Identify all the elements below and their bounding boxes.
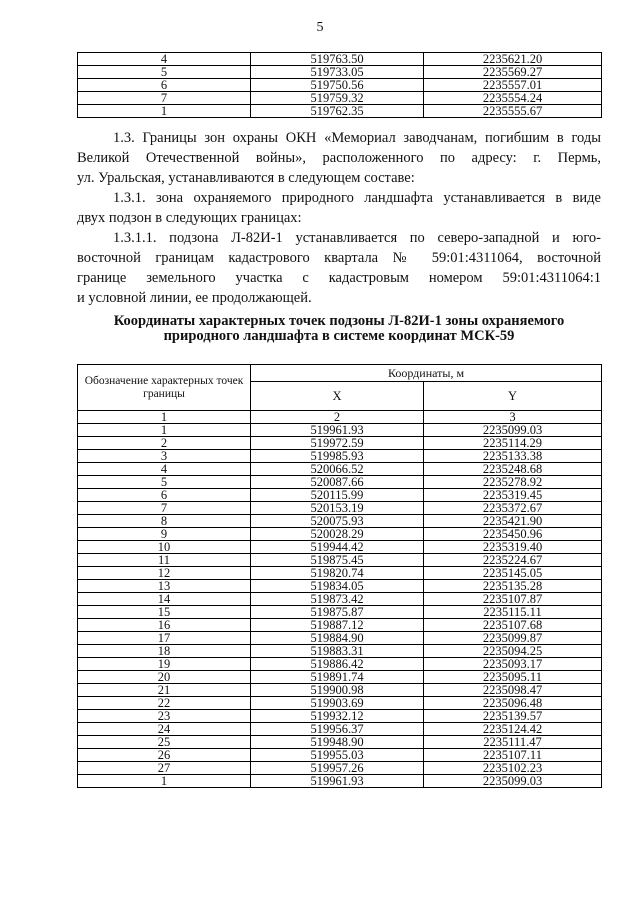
y-coordinate-cell: 2235107.11 (424, 749, 602, 762)
point-number-cell: 2 (78, 437, 251, 450)
x-coordinate-cell: 520066.52 (251, 463, 424, 476)
point-number-cell: 1 (78, 775, 251, 788)
table-row (78, 684, 602, 697)
header-y: Y (424, 382, 602, 411)
coordinates-table (77, 364, 602, 788)
y-coordinate-cell: 2235569.27 (424, 66, 602, 79)
y-coordinate-cell: 2235133.38 (424, 450, 602, 463)
y-coordinate-cell: 2235278.92 (424, 476, 602, 489)
point-number-cell: 12 (78, 567, 251, 580)
point-number-cell: 26 (78, 749, 251, 762)
x-coordinate-cell: 519873.42 (251, 593, 424, 606)
x-coordinate-cell: 519875.45 (251, 554, 424, 567)
x-coordinate-cell: 519956.37 (251, 723, 424, 736)
point-number-cell: 7 (78, 502, 251, 515)
paragraph-line: 1.3.1. зона охраняемого природного ландшафта устанавливается в виде (113, 190, 601, 206)
y-coordinate-cell: 2235114.29 (424, 437, 602, 450)
y-coordinate-cell: 2235372.67 (424, 502, 602, 515)
y-coordinate-cell: 2235621.20 (424, 53, 602, 66)
point-number-cell: 4 (78, 463, 251, 476)
point-number-cell: 22 (78, 697, 251, 710)
y-coordinate-cell: 2235224.67 (424, 554, 602, 567)
point-number-cell: 17 (78, 632, 251, 645)
x-coordinate-cell: 519883.31 (251, 645, 424, 658)
numbering-row (78, 411, 602, 424)
point-number-cell: 15 (78, 606, 251, 619)
table-row (78, 437, 602, 450)
y-coordinate-cell: 2235139.57 (424, 710, 602, 723)
x-coordinate-cell: 520075.93 (251, 515, 424, 528)
y-coordinate-cell: 2235096.48 (424, 697, 602, 710)
y-coordinate-cell: 2235102.23 (424, 762, 602, 775)
header-designation: Обозначение характерных точек границы (78, 365, 251, 411)
y-coordinate-cell: 2235094.25 (424, 645, 602, 658)
y-coordinate-cell: 2235098.47 (424, 684, 602, 697)
y-coordinate-cell: 2235145.05 (424, 567, 602, 580)
table-row (78, 92, 602, 105)
x-coordinate-cell: 519887.12 (251, 619, 424, 632)
y-coordinate-cell: 2235093.17 (424, 658, 602, 671)
point-number-cell: 23 (78, 710, 251, 723)
x-coordinate-cell: 520087.66 (251, 476, 424, 489)
header-x: X (251, 382, 424, 411)
x-coordinate-cell: 519972.59 (251, 437, 424, 450)
x-coordinate-cell: 520153.19 (251, 502, 424, 515)
point-number-cell: 4 (78, 53, 251, 66)
point-number-cell: 5 (78, 476, 251, 489)
table-row (78, 502, 602, 515)
table-heading-line-1: Координаты характерных точек подзоны Л-82И-1 зоны охраняемого (113, 313, 565, 329)
point-number-cell: 16 (78, 619, 251, 632)
point-number-cell: 21 (78, 684, 251, 697)
paragraph-line: 1.3. Границы зон охраны ОКН «Мемориал заводчанам, погибшим в годы (113, 130, 601, 146)
y-coordinate-cell: 2235115.11 (424, 606, 602, 619)
point-number-cell: 1 (78, 424, 251, 437)
table-row (78, 515, 602, 528)
x-coordinate-cell: 519891.74 (251, 671, 424, 684)
table-row (78, 723, 602, 736)
point-number-cell: 24 (78, 723, 251, 736)
x-coordinate-cell: 519957.26 (251, 762, 424, 775)
table-row (78, 450, 602, 463)
y-coordinate-cell: 2235124.42 (424, 723, 602, 736)
y-coordinate-cell: 2235555.67 (424, 105, 602, 118)
point-number-cell: 18 (78, 645, 251, 658)
table-row (78, 105, 602, 118)
paragraph-1-3-1 (77, 188, 601, 228)
paragraph-line: двух подзон в следующих границах: (77, 210, 302, 226)
x-coordinate-cell: 519955.03 (251, 749, 424, 762)
x-coordinate-cell: 519875.87 (251, 606, 424, 619)
point-number-cell: 1 (78, 105, 251, 118)
paragraph-line: восточной границам кадастрового квартала № 59:01:4311064, восточной (77, 250, 601, 266)
x-coordinate-cell: 519903.69 (251, 697, 424, 710)
table-row (78, 736, 602, 749)
point-number-cell: 7 (78, 92, 251, 105)
table-row (78, 580, 602, 593)
x-coordinate-cell: 519886.42 (251, 658, 424, 671)
table-row (78, 775, 602, 788)
table-row (78, 658, 602, 671)
y-coordinate-cell: 2235095.11 (424, 671, 602, 684)
x-coordinate-cell: 519884.90 (251, 632, 424, 645)
x-coordinate-cell: 519820.74 (251, 567, 424, 580)
x-coordinate-cell: 519762.35 (251, 105, 424, 118)
y-coordinate-cell: 2235450.96 (424, 528, 602, 541)
table-row (78, 424, 602, 437)
y-coordinate-cell: 2235099.03 (424, 424, 602, 437)
paragraph-line: 1.3.1.1. подзона Л-82И-1 устанавливается по северо-западной и юго- (113, 230, 601, 246)
y-coordinate-cell: 2235248.68 (424, 463, 602, 476)
table-row (78, 476, 602, 489)
y-coordinate-cell: 2235135.28 (424, 580, 602, 593)
point-number-cell: 6 (78, 489, 251, 502)
y-coordinate-cell: 2235421.90 (424, 515, 602, 528)
x-coordinate-cell: 520115.99 (251, 489, 424, 502)
point-number-cell: 11 (78, 554, 251, 567)
table-row (78, 79, 602, 92)
table-row (78, 489, 602, 502)
point-number-cell: 3 (78, 450, 251, 463)
x-coordinate-cell: 519834.05 (251, 580, 424, 593)
table-row (78, 541, 602, 554)
y-coordinate-cell: 2235557.01 (424, 79, 602, 92)
x-coordinate-cell: 519759.32 (251, 92, 424, 105)
table-heading (77, 314, 601, 344)
point-number-cell: 25 (78, 736, 251, 749)
y-coordinate-cell: 2235319.40 (424, 541, 602, 554)
x-coordinate-cell: 519932.12 (251, 710, 424, 723)
table-row (78, 554, 602, 567)
point-number-cell: 20 (78, 671, 251, 684)
point-number-cell: 19 (78, 658, 251, 671)
y-coordinate-cell: 2235554.24 (424, 92, 602, 105)
x-coordinate-cell: 519900.98 (251, 684, 424, 697)
table-row (78, 762, 602, 775)
paragraph-line: и условной линии, ее продолжающей. (77, 290, 312, 306)
x-coordinate-cell: 519961.93 (251, 775, 424, 788)
point-number-cell: 13 (78, 580, 251, 593)
point-number-cell: 8 (78, 515, 251, 528)
x-coordinate-cell: 520028.29 (251, 528, 424, 541)
table-row (78, 632, 602, 645)
x-coordinate-cell: 519733.05 (251, 66, 424, 79)
table-row (78, 528, 602, 541)
table-row (78, 606, 602, 619)
paragraph-line: ул. Уральская, устанавливаются в следующем составе: (77, 170, 415, 186)
x-coordinate-cell: 519948.90 (251, 736, 424, 749)
table-row (78, 619, 602, 632)
point-number-cell: 5 (78, 66, 251, 79)
x-coordinate-cell: 519750.56 (251, 79, 424, 92)
table-row (78, 463, 602, 476)
header-coordinates: Координаты, м (251, 365, 602, 382)
x-coordinate-cell: 519944.42 (251, 541, 424, 554)
point-number-cell: 6 (78, 79, 251, 92)
x-coordinate-cell: 519763.50 (251, 53, 424, 66)
point-number-cell: 10 (78, 541, 251, 554)
y-coordinate-cell: 2235107.87 (424, 593, 602, 606)
paragraph-line: границе земельного участка с кадастровым номером 59:01:4311064:1 (77, 270, 601, 286)
numbering-cell: 3 (424, 411, 602, 424)
table-row (78, 53, 602, 66)
table-row (78, 66, 602, 79)
top-table-body (78, 53, 602, 118)
table-heading-line-2: природного ландшафта в системе координат МСК-59 (163, 328, 515, 344)
numbering-cell: 1 (78, 411, 251, 424)
table-row (78, 697, 602, 710)
y-coordinate-cell: 2235107.68 (424, 619, 602, 632)
numbering-cell: 2 (251, 411, 424, 424)
x-coordinate-cell: 519961.93 (251, 424, 424, 437)
point-number-cell: 27 (78, 762, 251, 775)
table-row (78, 645, 602, 658)
table-row (78, 567, 602, 580)
table-row (78, 710, 602, 723)
y-coordinate-cell: 2235319.45 (424, 489, 602, 502)
y-coordinate-cell: 2235099.87 (424, 632, 602, 645)
table-row (78, 749, 602, 762)
table-row (78, 593, 602, 606)
table-row (78, 671, 602, 684)
y-coordinate-cell: 2235099.03 (424, 775, 602, 788)
coordinates-table-body (78, 424, 602, 788)
coordinates-table-header (78, 365, 602, 424)
x-coordinate-cell: 519985.93 (251, 450, 424, 463)
paragraph-1-3-1-1 (77, 228, 601, 308)
point-number-cell: 9 (78, 528, 251, 541)
top-coordinates-table (77, 52, 602, 118)
page-number: 5 (316, 20, 324, 35)
paragraph-line: Великой Отечественной войны», расположенного по адресу: г. Пермь, (77, 150, 601, 166)
y-coordinate-cell: 2235111.47 (424, 736, 602, 749)
point-number-cell: 14 (78, 593, 251, 606)
paragraph-1-3 (77, 128, 601, 188)
